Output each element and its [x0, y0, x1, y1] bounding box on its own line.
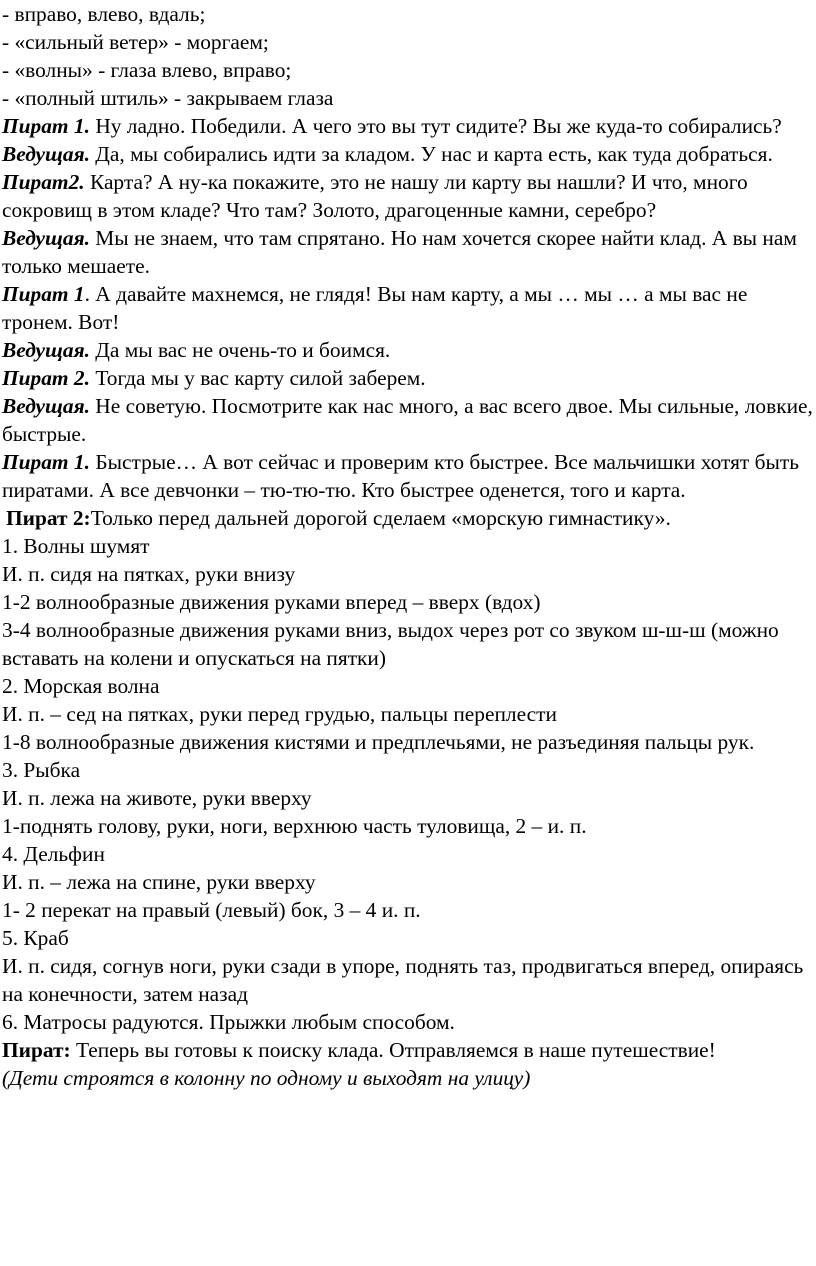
dialogue-line [2, 392, 814, 448]
closing-line [2, 1036, 814, 1064]
speech-text: . А давайте махнемся, не глядя! Вы нам карту, а мы … мы … а мы вас не тронем. Вот! [2, 282, 748, 334]
speaker-name: Ведущая. [2, 226, 90, 250]
speaker-name: Пират 1. [2, 450, 90, 474]
exercise-line: И. п. сидя, согнув ноги, руки сзади в упоре, поднять таз, продвигаться вперед, опираясь на конечности, затем назад [2, 954, 804, 1006]
exercise-line: И. п. лежа на животе, руки вверху [2, 786, 312, 810]
bullet-line: - «волны» - глаза влево, вправо; [2, 58, 292, 82]
gymnastics-intro [2, 504, 814, 532]
exercise-line: 1-поднять голову, руки, ноги, верхнюю часть туловища, 2 – и. п. [2, 814, 587, 838]
dialogue-line [2, 280, 814, 336]
speaker-name: Ведущая. [2, 142, 90, 166]
dialogue-line [2, 336, 814, 364]
exercise-line: И. п. сидя на пятках, руки внизу [2, 562, 296, 586]
bullet-line: - «полный штиль» - закрываем глаза [2, 86, 334, 110]
speaker-name: Пират: [2, 1038, 71, 1062]
exercise-line: 2. Морская волна [2, 674, 160, 698]
dialogue-line [2, 168, 814, 224]
speech-text: Карта? А ну-ка покажите, это не нашу ли карту вы нашли? И что, много сокровищ в этом кладе? Что там? Золото, драгоценные камни, серебро? [2, 170, 748, 222]
exercise-line: И. п. – сед на пятках, руки перед грудью, пальцы переплести [2, 702, 557, 726]
dialogue-line [2, 448, 814, 504]
speaker-name: Пират 1 [2, 282, 85, 306]
speech-text: Не советую. Посмотрите как нас много, а вас всего двое. Мы сильные, ловкие, быстрые. [2, 394, 813, 446]
speaker-name: Ведущая. [2, 394, 90, 418]
dialogue-line [2, 112, 814, 140]
speaker-name: Пират2. [2, 170, 85, 194]
exercise-line: 1- 2 перекат на правый (левый) бок, 3 – 4 и. п. [2, 898, 421, 922]
speaker-name: Ведущая. [2, 338, 90, 362]
dialogue-line [2, 224, 814, 280]
bullet-line: - «сильный ветер» - моргаем; [2, 30, 269, 54]
speech-text: Да, мы собирались идти за кладом. У нас и карта есть, как туда добраться. [89, 142, 773, 166]
speech-text: Только перед дальней дорогой сделаем «морскую гимнастику». [90, 506, 671, 530]
speech-text: Да мы вас не очень-то и боимся. [89, 338, 391, 362]
speaker-name: Пират 2. [2, 366, 90, 390]
exercise-line: И. п. – лежа на спине, руки вверху [2, 870, 316, 894]
speech-text: Ну ладно. Победили. А чего это вы тут сидите? Вы же куда-то собирались? [89, 114, 782, 138]
speech-text: Быстрые… А вот сейчас и проверим кто быстрее. Все мальчишки хотят быть пиратами. А все девчонки – тю-тю-тю. Кто быстрее оденется, того и карта. [2, 450, 799, 502]
exercise-line: 3. Рыбка [2, 758, 81, 782]
speaker-name: Пират 1. [2, 114, 90, 138]
stage-direction: (Дети строятся в колонну по одному и выходят на улицу) [2, 1066, 531, 1090]
exercise-line: 5. Краб [2, 926, 69, 950]
exercise-line: 4. Дельфин [2, 842, 105, 866]
speech-text: Теперь вы готовы к поиску клада. Отправляемся в наше путешествие! [70, 1038, 716, 1062]
exercise-line: 1-8 волнообразные движения кистями и предплечьями, не разъединяя пальцы рук. [2, 730, 755, 754]
dialogue-line [2, 140, 814, 168]
exercise-line: 6. Матросы радуются. Прыжки любым способом. [2, 1010, 455, 1034]
speech-text: Тогда мы у вас карту силой заберем. [89, 366, 426, 390]
speech-text: Мы не знаем, что там спрятано. Но нам хочется скорее найти клад. А вы нам только мешаете. [2, 226, 797, 278]
bullet-line: - вправо, влево, вдаль; [2, 2, 206, 26]
speaker-name: Пират 2: [6, 506, 91, 530]
exercise-line: 3-4 волнообразные движения руками вниз, выдох через рот со звуком ш-ш-ш (можно вставать на колени и опускаться на пятки) [2, 618, 779, 670]
exercise-line: 1. Волны шумят [2, 534, 150, 558]
exercise-line: 1-2 волнообразные движения руками вперед – вверх (вдох) [2, 590, 541, 614]
dialogue-line [2, 364, 814, 392]
